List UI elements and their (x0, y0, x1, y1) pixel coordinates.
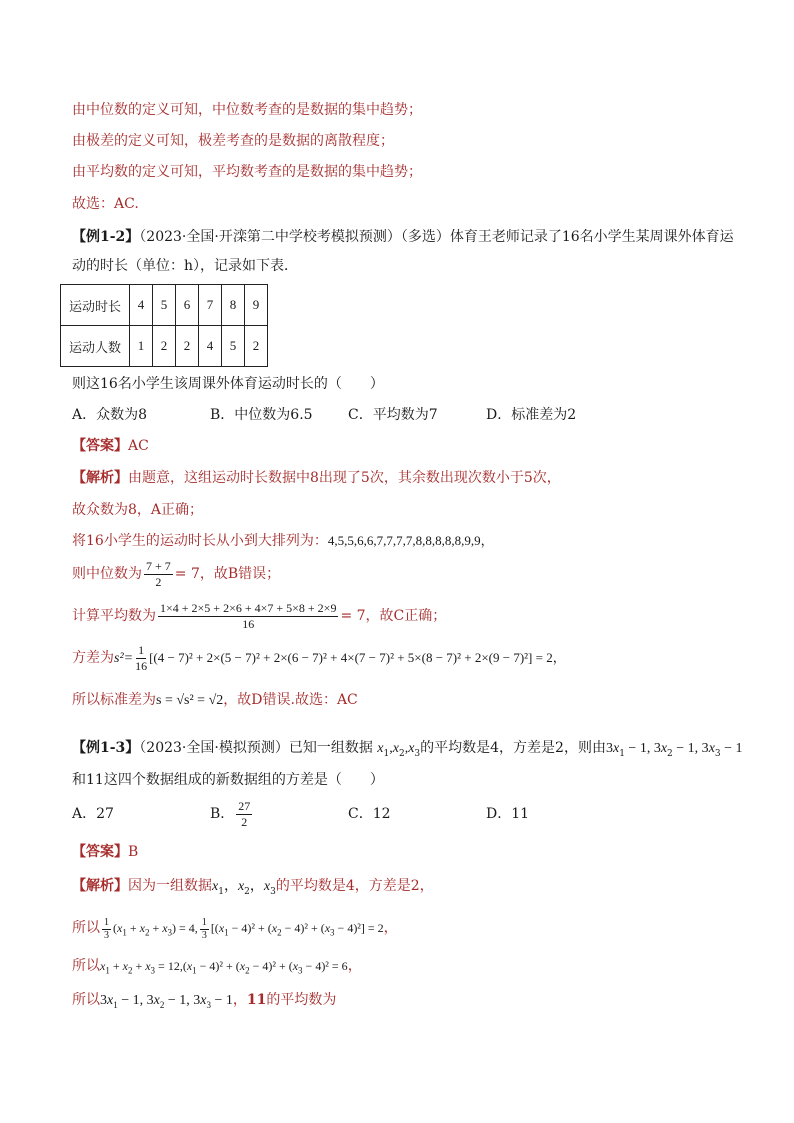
table-cell: 6 (176, 285, 199, 326)
option-d: D．标准差为2 (486, 407, 577, 423)
analysis-line-1 (72, 468, 561, 488)
answer-label: 【答案】 (72, 438, 128, 454)
table-cell: 4 (130, 285, 153, 326)
analysis-line-2: 所以 $\frac{1}{3}$ $(x_1 + x_2 + x_3) = 4$, $\frac{1}{3}$ $[(x_1 - 4)^2 + (x_2 - 4)^2 + (x_3 - 4)^2] = 2$， (72, 916, 398, 941)
table-cell: 4 (199, 326, 222, 367)
question-text: 则这16名小学生该周课外体育运动时长的（ ） (72, 376, 384, 392)
option-c: C．平均数为7 (348, 407, 438, 423)
analysis-median (72, 556, 280, 592)
example-tag: 【例1-3】 (72, 740, 140, 756)
analysis-text: 所以标准差为 (72, 692, 156, 708)
fraction-denominator: 2 (155, 574, 162, 589)
variance-fraction (135, 643, 147, 674)
answer-line (72, 842, 138, 862)
table-row (61, 285, 268, 326)
analysis-text: 因为一组数据 (128, 878, 212, 894)
table-cell: 2 (176, 326, 199, 367)
analysis-std (72, 690, 358, 711)
example-1-3-stem: 【例1-3】（2023·全国·模拟预测）已知一组数据 $x_1,x_2,x_3$的平均数是4，方差是2，则由$3x_1 - 1$, $3x_2 - 1$, $3x_3 - 1$ (72, 740, 743, 759)
table-cell: 1 (130, 326, 153, 367)
fraction-denominator: 16 (135, 658, 148, 673)
analysis-line-1: 【解析】因为一组数据$x_1$，$x_2$，$x_3$的平均数是4，方差是2， (72, 878, 434, 897)
analysis-text: = 7，故B错误； (174, 566, 281, 582)
analysis-text: 则中位数为 (72, 566, 142, 582)
table-cell: 7 (199, 285, 222, 326)
analysis-line-3: 所以$x_1 + x_2 + x_3 = 12,(x_1 - 4)^2 + (x_2 - 4)^2 + (x_3 - 4)^2 = 6$， (72, 958, 362, 976)
fraction-denominator: 16 (242, 616, 255, 631)
analysis-mean (72, 598, 446, 634)
fraction-numerator: 1×4 + 2×5 + 2×6 + 4×7 + 5×8 + 2×9 (160, 600, 337, 615)
analysis-line-3 (72, 531, 494, 551)
option-b: B．中位数为6.5 (210, 407, 313, 423)
analysis-line-2: 故众数为8，A正确； (72, 502, 204, 518)
analysis-text: 所以 (72, 992, 100, 1008)
analysis-label: 【解析】 (72, 878, 128, 894)
table-cell: 5 (153, 285, 176, 326)
example-source: （2023·全国·开滦第二中学校考模拟预测）（多选）体育王老师记录了16名小学生某周课外体育运 (139, 229, 734, 245)
analysis-text: 所以 (72, 958, 100, 974)
conclusion-range: 由极差的定义可知，极差考查的是数据的离散程度； (72, 133, 394, 149)
analysis-text: 的平均数为 (266, 992, 337, 1008)
table-cell: 2 (245, 326, 268, 367)
table-cell: 9 (245, 285, 268, 326)
example-1-2-stem (72, 227, 734, 247)
std-expression: s = √s² = √2 (156, 693, 224, 708)
variance-expression: [(4 − 7)² + 2×(5 − 7)² + 2×(6 − 7)² + 4×(7 − 7)² + 5×(8 − 7)² + 2×(9 − 7)²] = 2， (149, 650, 566, 665)
analysis-text: ，故D错误.故选：AC (223, 692, 358, 708)
analysis-variance: 方差为s²= $\frac{1}{16}$ [(4 − 7)² + 2×(5 − 7)² + 2×(6 − 7)² + 4×(7 − 7)² + 5×(8 − 7)² + 2×(9 − 7)²] = 2， (72, 642, 566, 673)
analysis-line-4: 所以$3x_1 - 1$, $3x_2 - 1$, $3x_3 - 1$，11的平均数为 (72, 992, 337, 1010)
fraction-denominator: 2 (241, 814, 248, 829)
answer-label: 【答案】 (72, 844, 128, 860)
analysis-text: = 7，故C正确； (340, 608, 447, 624)
analysis-text: 的平均数是4，方差是2， (275, 878, 434, 894)
conclusion-choice: 故选：AC. (72, 196, 139, 212)
answer-value: AC (128, 438, 149, 454)
option-b-fraction (236, 799, 252, 830)
analysis-text: 将16小学生的运动时长从小到大排列为： (72, 533, 328, 549)
sorted-sequence: 4,5,5,6,6,7,7,7,7,8,8,8,8,8,9,9， (327, 533, 494, 548)
table-cell: 5 (222, 326, 245, 367)
option-a: A．27 (72, 806, 114, 822)
option-b (210, 796, 254, 832)
table-header-cell: 运动人数 (61, 326, 130, 367)
example-source-2: 的平均数是4，方差是2，则由 (420, 740, 606, 756)
fraction-numerator: 1 (138, 642, 145, 657)
example-1-2-stem-cont: 动的时长（单位：h），记录如下表． (72, 258, 299, 274)
example-tag: 【例1-2】 (72, 229, 140, 245)
analysis-label: 【解析】 (72, 470, 128, 486)
table-header-cell: 运动时长 (61, 285, 130, 326)
mean-fraction (158, 601, 338, 632)
analysis-text: 计算平均数为 (72, 608, 156, 624)
option-d: D．11 (486, 806, 530, 822)
answer-value: B (128, 844, 139, 860)
analysis-text: 方差为 (72, 650, 114, 666)
conclusion-mean: 由平均数的定义可知，平均数考查的是数据的集中趋势； (72, 164, 422, 180)
fraction-numerator: 7 + 7 (146, 558, 171, 573)
median-fraction (144, 559, 173, 590)
fraction-numerator: 27 (238, 798, 251, 813)
conclusion-median: 由中位数的定义可知，中位数考查的是数据的集中趋势； (72, 102, 422, 118)
example-1-3-stem-cont: 和11这四个数据组成的新数据组的方差是（ ） (72, 772, 384, 788)
answer-line (72, 436, 149, 456)
table-row (61, 326, 268, 367)
analysis-value: 11 (246, 992, 267, 1008)
option-a: A．众数为8 (72, 407, 148, 423)
option-c: C．12 (348, 806, 391, 822)
table-cell: 8 (222, 285, 245, 326)
table-cell: 2 (153, 326, 176, 367)
exercise-time-table (60, 284, 268, 367)
example-source: （2023·全国·模拟预测）已知一组数据 (139, 740, 373, 756)
option-label: B． (210, 806, 235, 822)
analysis-text: 由题意，这组运动时长数据中8出现了5次，其余数出现次数小于5次， (128, 470, 561, 486)
analysis-text: 所以 (72, 920, 100, 936)
